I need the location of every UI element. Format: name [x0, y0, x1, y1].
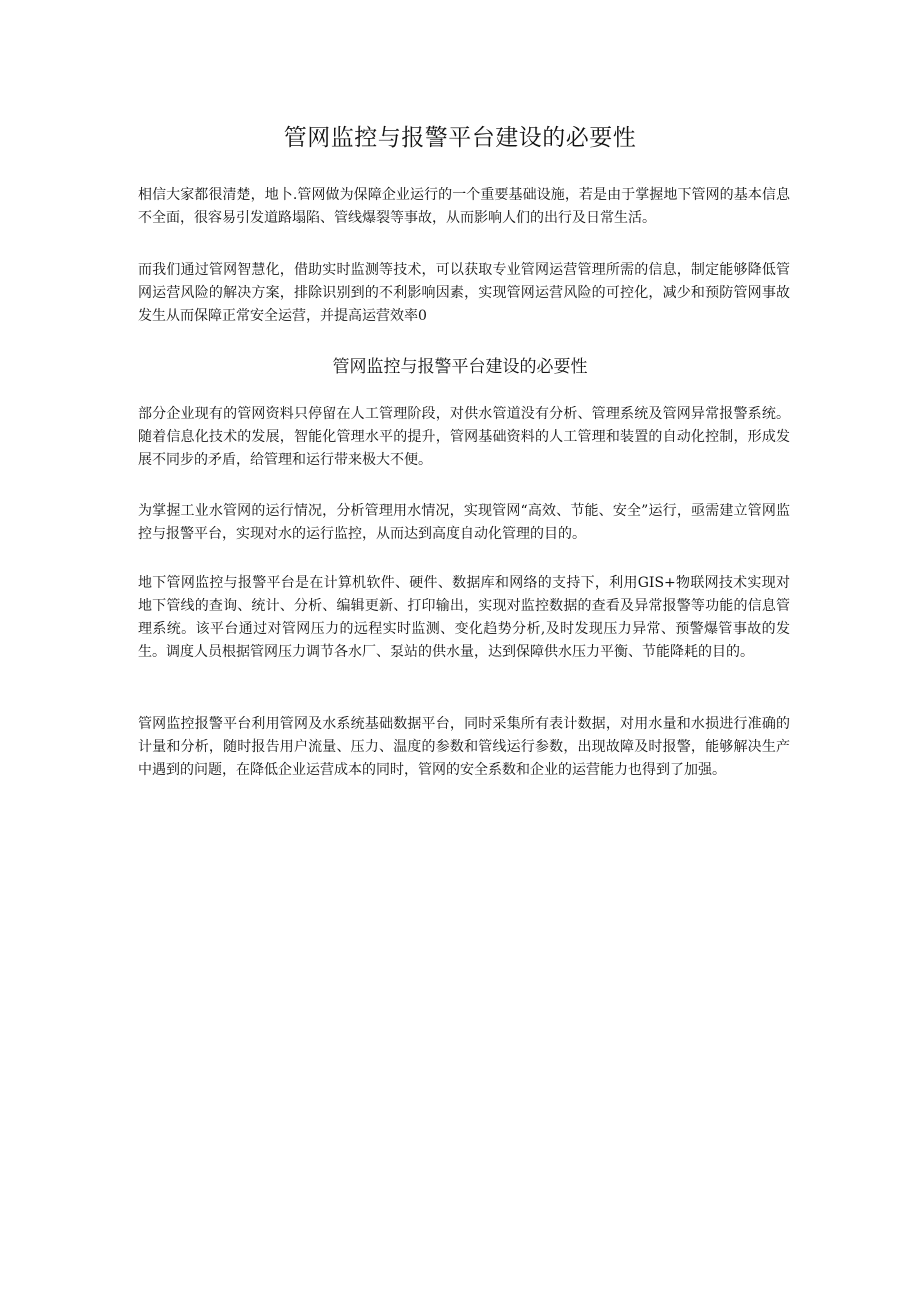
intro-paragraph-1: 相信大家都很清楚，地卜.管网做为保障企业运行的一个重要基础设施，若是由于掌握地下管网的基本信息不全面，很容易引发道路塌陷、管线爆裂等事故，从而影响人们的出行及日常生活。 — [138, 187, 790, 226]
section-paragraph-3: 地下管网监控与报警平台是在计算机软件、硬件、数据库和网络的支持下，利用GIS+物联网技术实现对地下管线的查询、统计、分析、编辑更新、打印输出，实现对监控数据的查看及异常报警等功能的信息管理系统。该平台通过对管网压力的远程实时监测、变化趋势分析,及时发现压力异常、预警爆管事故的发生。调度人员根据管网压力调节各水厂、泵站的供水量，达到保障供水压力平衡、节能降耗的目的。 — [138, 575, 790, 660]
section-paragraph-1: 部分企业现有的管网资料只停留在人工管理阶段，对供水管道没有分析、管理系统及管网异常报警系统。随着信息化技术的发展，智能化管理水平的提升，管网基础资料的人工管理和装置的自动化控制，形成发展不同步的矛盾，给管理和运行带来极大不便。 — [138, 406, 790, 468]
intro-paragraph-2: 而我们通过管网智慧化，借助实时监测等技术，可以获取专业管网运营管理所需的信息，制定能够降低管网运营风险的解决方案，排除识别到的不利影响因素，实现管网运营风险的可控化，减少和预防管网事故发生从而保障正常安全运营，并提高运营效率0 — [138, 262, 790, 324]
document-title: 管网监控与报警平台建设的必要性 — [283, 125, 637, 151]
section-paragraph-2: 为掌握工业水管网的运行情况，分析管理用水情况，实现管网“高效、节能、安全”运行，亟需建立管网监控与报警平台，实现对水的运行监控，从而达到高度自动化管理的目的。 — [138, 503, 790, 542]
section-paragraph-4: 管网监控报警平台利用管网及水系统基础数据平台，同时采集所有表计数据，对用水量和水损进行准确的计量和分析，随时报告用户流量、压力、温度的参数和管线运行参数，出现故障及时报警，能够解决生产中遇到的问题，在降低企业运营成本的同时，管网的安全系数和企业的运营能力也得到了加强。 — [138, 716, 790, 778]
section-title: 管网监控与报警平台建设的必要性 — [332, 357, 588, 377]
